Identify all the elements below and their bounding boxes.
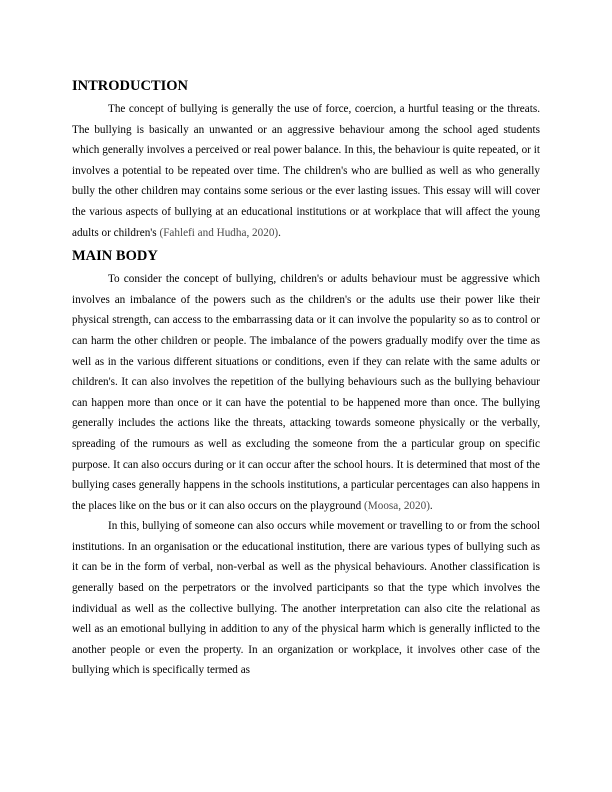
main-body-paragraph-2 xyxy=(72,516,540,681)
introduction-paragraph xyxy=(72,99,540,243)
main-body-heading: MAIN BODY xyxy=(72,248,158,265)
main-body-end-1: . xyxy=(429,499,433,512)
document-page xyxy=(72,78,540,681)
main-body-citation-1: (Moosa, 2020) xyxy=(364,499,430,512)
introduction-citation: (Fahlefi and Hudha, 2020) xyxy=(159,226,279,239)
introduction-end: . xyxy=(278,226,281,239)
introduction-text: The concept of bullying is generally the use of force, coercion, a hurtful teasing or the threats. The bullying is basically an unwanted or an aggressive behaviour among the school aged students which generally involves a perceived or real power balance. In this, the behaviour is quite repeated, or it involves a potential to be repeated over time. The children's who are bullied as well as who generally bully the other children may contains some serious or the ever lasting issues. This essay will will cover the various aspects of bullying at an educational institutions or at workplace that will affect the young adults or children's xyxy=(72,103,540,239)
main-body-text-2: In this, bullying of someone can also occurs while movement or travelling to or from the school institutions. In an organisation or the educational institution, there are various types of bullying such as it can be in the form of verbal, non-verbal as well as the physical behaviours. Another classification is generally based on the perpetrators or the involved participants so that the type which involves the individual as well as the collective bullying. The another interpretation can also cite the relational as well as an emotional bullying in addition to any of the physical harm which is generally inflicted to the another people or even the property. In an organization or workplace, it involves other case of the bullying which is specifically termed as xyxy=(72,520,540,677)
main-body-paragraph-1 xyxy=(72,269,540,516)
introduction-heading: INTRODUCTION xyxy=(72,78,189,94)
main-body-text-1: To consider the concept of bullying, children's or adults behaviour must be aggressive which involves an imbalance of the powers such as the children's or the adults use their power like their physical strength, can access to the embarrassing data or it can involve the popularity so as to control or can harm the other children or people. The imbalance of the powers gradually modify over the time as well as in the various different situations or conditions, even if they can relate with the same adults or children's. It can also involves the repetition of the bullying behaviours such as the bullying behaviour can happen more than once or it can have the potential to be happened more than once. The bullying generally includes the actions like the threats, attacking towards someone physically or the verbally, spreading of the rumours as well as excluding the someone from the a particular group on specific purpose. It can also occurs during or it can occur after the school hours. It is determined that most of the bullying cases generally happens in the schools institutions, a particular percentages can also happens in the places like on the bus or it can also occurs on the playground xyxy=(72,273,540,512)
